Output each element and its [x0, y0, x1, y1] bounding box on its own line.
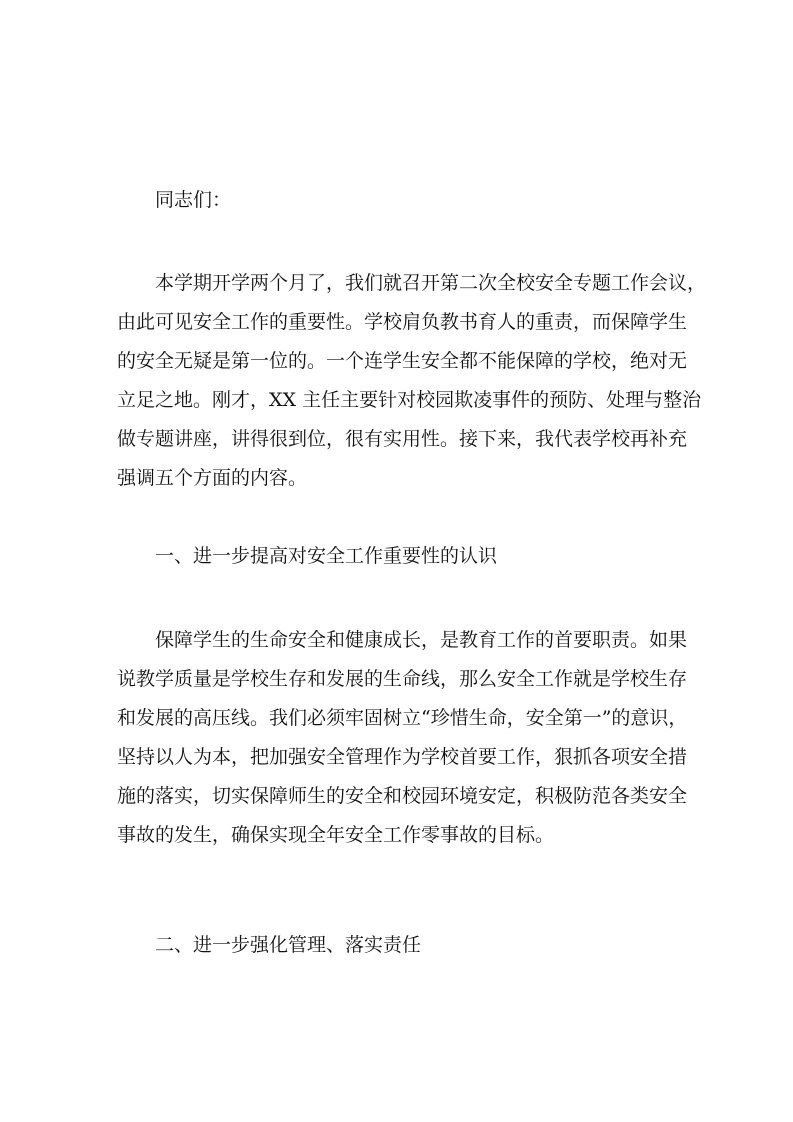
paragraph-line: 由此可见安全工作的重要性。学校肩负教书育人的重责，而保障学生	[117, 311, 688, 333]
paragraph-line: 本学期开学两个月了，我们就召开第二次全校安全专题工作会议，	[155, 272, 707, 294]
paragraph-line: 保障学生的生命安全和健康成长，是教育工作的首要职责。如果	[155, 629, 688, 651]
paragraph-line: 立足之地。刚才，XX 主任主要针对校园欺凌事件的预防、处理与整治	[117, 389, 702, 411]
paragraph-line: 做专题讲座，讲得很到位，很有实用性。接下来，我代表学校再补充	[117, 428, 688, 450]
greeting: 同志们：	[155, 189, 232, 211]
paragraph-line: 和发展的高压线。我们必须牢固树立“珍惜生命，安全第一”的意识，	[117, 707, 688, 729]
paragraph-line: 事故的发生，确保实现全年安全工作零事故的目标。	[117, 824, 555, 846]
paragraph-line: 说教学质量是学校生存和发展的生命线，那么安全工作就是学校生存	[117, 668, 688, 690]
section-heading-1: 一、进一步提高对安全工作重要性的认识	[155, 545, 498, 567]
paragraph-line: 坚持以人为本，把加强安全管理作为学校首要工作，狠抓各项安全措	[117, 746, 688, 768]
paragraph-line: 施的落实，切实保障师生的安全和校园环境安定，积极防范各类安全	[117, 785, 688, 807]
paragraph-line: 的安全无疑是第一位的。一个连学生安全都不能保障的学校，绝对无	[117, 350, 688, 372]
paragraph-line: 强调五个方面的内容。	[117, 467, 308, 489]
section-heading-2: 二、进一步强化管理、落实责任	[155, 934, 422, 956]
